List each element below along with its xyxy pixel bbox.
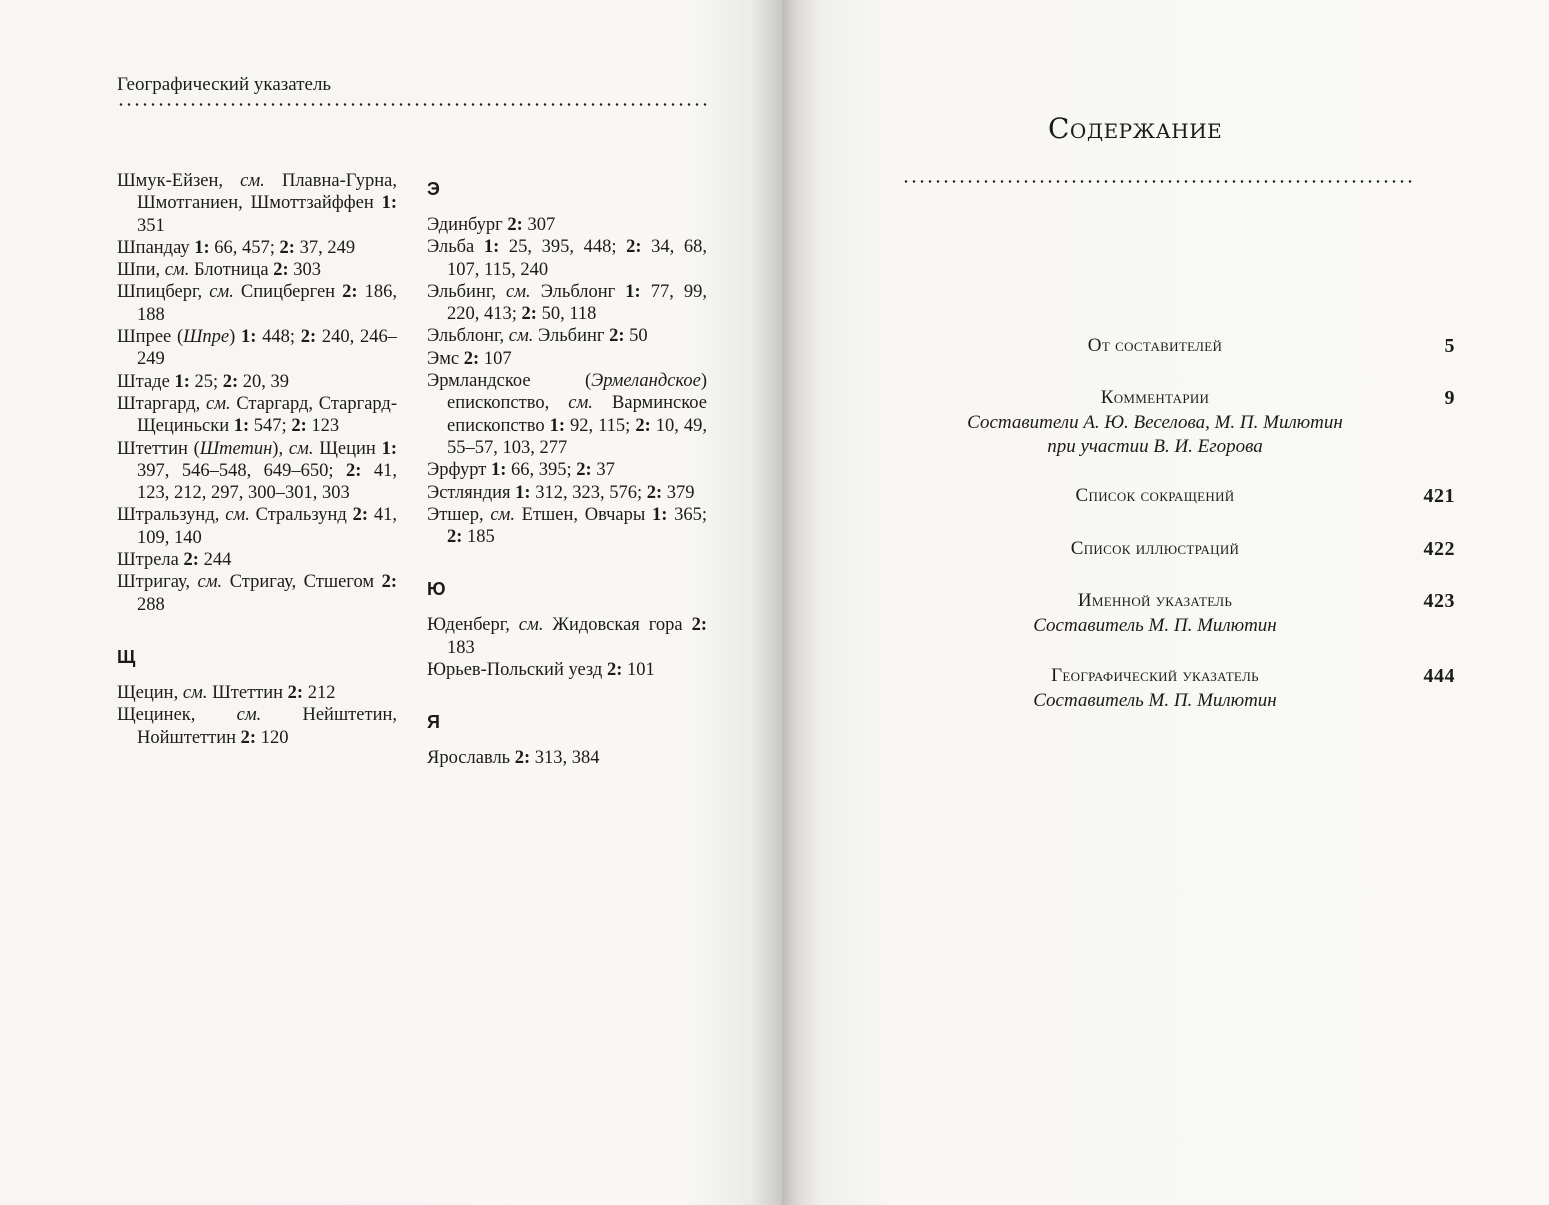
index-entry: Штрела 2: 244 xyxy=(117,550,232,571)
toc-subtitle: Составитель М. П. Милютин xyxy=(1033,615,1277,636)
running-head: Географический указатель xyxy=(117,74,332,95)
toc-item-commentary[interactable] xyxy=(905,387,1455,459)
index-entry: Шмук-Ейзен, см. Плавна-Гурна, Шмотганиен, Шмоттзайффен 1: 351 xyxy=(117,171,397,236)
index-column-2 xyxy=(427,170,707,770)
toc-label: Список иллюстраций xyxy=(1070,538,1240,559)
title-dotted-rule xyxy=(902,180,1412,183)
toc-page-number: 5 xyxy=(1444,335,1455,357)
index-entry: Юрьев-Польский уезд 2: 101 xyxy=(427,660,655,681)
index-entry: Щецинек, см. Нейштетин, Нойштеттин 2: 120 xyxy=(117,705,397,748)
index-entry: Эдинбург 2: 307 xyxy=(427,215,556,235)
index-entry: Этшер, см. Етшен, Овчары 1: 365; 2: 185 xyxy=(427,504,707,548)
index-entry: Эмс 2: 107 xyxy=(427,348,512,369)
section-letter: Щ xyxy=(117,646,136,667)
section-gap xyxy=(117,616,397,638)
toc-page-number: 9 xyxy=(1444,387,1455,409)
section-gap xyxy=(427,681,707,703)
index-entry: Эрмландское (Эрмеландское) епископство, см. Варминское епископство 1: 92, 115; 2: 10, 49, 55–57, 103, 277 xyxy=(427,371,707,458)
header-dotted-rule xyxy=(117,103,711,106)
toc-page-number: 423 xyxy=(1423,590,1455,612)
index-column-1 xyxy=(117,170,397,749)
index-entry: Эрфурт 1: 66, 395; 2: 37 xyxy=(427,460,615,481)
toc-label: Список сокращений xyxy=(1075,485,1235,506)
index-entry: Эльбинг, см. Эльблонг 1: 77, 99, 220, 413; 2: 50, 118 xyxy=(427,281,708,325)
toc-subtitle: при участии В. И. Егорова xyxy=(1047,436,1263,457)
index-entry: Щецин, см. Штеттин 2: 212 xyxy=(117,682,336,703)
contents-title: Содержание xyxy=(1048,112,1223,145)
toc-label: Именной указатель xyxy=(1077,590,1233,611)
index-entry: Штаргард, см. Старгард, Старгард-Щециньски 1: 547; 2: 123 xyxy=(117,393,397,437)
toc-subtitle: Составитель М. П. Милютин xyxy=(1033,690,1277,711)
index-entry: Шпи, см. Блотница 2: 303 xyxy=(117,260,322,281)
toc-item-name-index[interactable] xyxy=(905,590,1455,638)
index-entry: Штеттин (Штетин), см. Щецин 1: 397, 546–548, 649–650; 2: 41, 123, 212, 297, 300–301, 303 xyxy=(117,438,397,504)
index-entry: Штральзунд, см. Стральзунд 2: 41, 109, 140 xyxy=(117,505,398,548)
section-gap xyxy=(427,548,707,570)
index-entry: Шпицберг, см. Спицберген 2: 186, 188 xyxy=(117,282,398,325)
index-entry: Эльба 1: 25, 395, 448; 2: 34, 68, 107, 115, 240 xyxy=(427,237,708,280)
toc-item-illustrations[interactable] xyxy=(905,538,1455,562)
section-letter: Э xyxy=(427,179,440,199)
toc-label: От составителей xyxy=(1087,335,1223,356)
toc-label: Географический указатель xyxy=(1051,665,1259,686)
index-entry: Эльблонг, см. Эльбинг 2: 50 xyxy=(427,326,648,347)
index-entry: Ярославль 2: 313, 384 xyxy=(427,748,600,769)
index-entry: Штригау, см. Стригау, Стшегом 2: 288 xyxy=(117,572,397,615)
section-letter: Я xyxy=(427,712,440,733)
toc-item-abbreviations[interactable] xyxy=(905,485,1455,509)
index-entry: Эстляндия 1: 312, 323, 576; 2: 379 xyxy=(427,482,695,503)
toc-page-number: 421 xyxy=(1423,485,1455,507)
toc-subtitle: Составители А. Ю. Веселова, М. П. Милютин xyxy=(967,412,1343,433)
toc-item-geographic-index[interactable] xyxy=(905,665,1455,713)
index-entry: Шпандау 1: 66, 457; 2: 37, 249 xyxy=(117,237,356,258)
toc-page-number: 422 xyxy=(1423,538,1455,560)
index-entry: Шпрее (Шпре) 1: 448; 2: 240, 246–249 xyxy=(117,327,398,370)
toc-page-number: 444 xyxy=(1423,665,1455,687)
index-entry: Штаде 1: 25; 2: 20, 39 xyxy=(117,371,290,392)
toc-label: Комментарии xyxy=(1100,387,1210,408)
toc-item-from-compilers[interactable] xyxy=(905,335,1455,359)
index-entry: Юденберг, см. Жидовская гора 2: 183 xyxy=(427,615,707,658)
section-letter: Ю xyxy=(427,579,446,600)
